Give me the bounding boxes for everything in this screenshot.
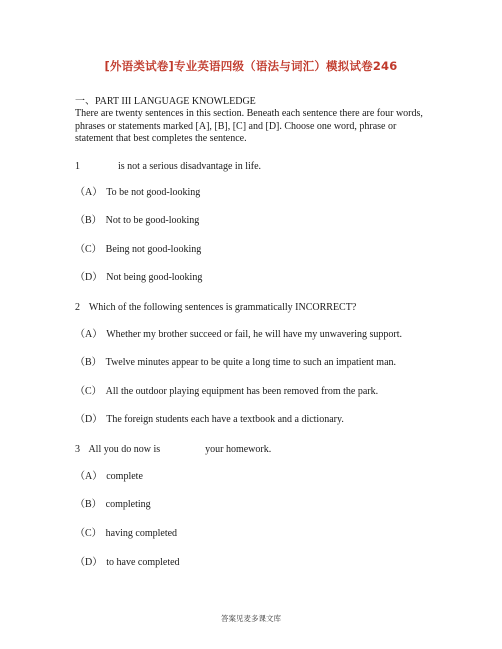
question-3-stem bbox=[75, 443, 271, 456]
option-text: Being not good-looking bbox=[105, 244, 202, 255]
option-text: Not to be good-looking bbox=[105, 215, 200, 226]
option-label: （D） bbox=[75, 557, 103, 568]
question-3-option-b bbox=[75, 498, 151, 511]
option-text: Not being good-looking bbox=[106, 272, 203, 283]
question-2-option-a bbox=[75, 328, 402, 341]
question-number: 3 bbox=[75, 444, 80, 455]
option-text: All the outdoor playing equipment has been removed from the park. bbox=[105, 386, 379, 397]
option-label: （D） bbox=[75, 272, 103, 283]
option-label: （B） bbox=[75, 499, 102, 510]
option-label: （C） bbox=[75, 528, 102, 539]
option-text: completing bbox=[105, 499, 151, 510]
option-text: The foreign students each have a textbook and a dictionary. bbox=[106, 414, 344, 425]
question-3-option-d bbox=[75, 556, 180, 569]
question-1-option-b bbox=[75, 214, 199, 227]
question-text-after: your homework. bbox=[205, 444, 272, 455]
option-text: complete bbox=[106, 471, 143, 482]
question-2-option-b bbox=[75, 356, 396, 369]
question-text: Which of the following sentences is grammatically INCORRECT? bbox=[88, 302, 357, 313]
option-label: （C） bbox=[75, 386, 102, 397]
question-1-option-d bbox=[75, 271, 202, 284]
question-2-option-d bbox=[75, 413, 344, 426]
question-1-option-c bbox=[75, 243, 201, 256]
option-label: （A） bbox=[75, 329, 103, 340]
question-2-stem bbox=[75, 301, 356, 314]
question-2-option-c bbox=[75, 385, 378, 398]
document-title: [外语类试卷]专业英语四级（语法与词汇）模拟试卷246 bbox=[104, 59, 398, 73]
section-heading: 一、PART III LANGUAGE KNOWLEDGE bbox=[75, 96, 256, 107]
option-label: （A） bbox=[75, 187, 103, 198]
option-text: To be not good-looking bbox=[106, 187, 201, 198]
option-label: （C） bbox=[75, 244, 102, 255]
option-label: （B） bbox=[75, 215, 102, 226]
section-instructions: There are twenty sentences in this section. Beneath each sentence there are four words, phrases or statements marked [A], [B], [C] and [D]. Choose one word, phrase or statement that best completes the sentence. bbox=[75, 108, 423, 144]
option-label: （A） bbox=[75, 471, 103, 482]
question-text-before: All you do now is bbox=[88, 444, 161, 455]
option-label: （B） bbox=[75, 357, 102, 368]
option-text: Twelve minutes appear to be quite a long time to such an impatient man. bbox=[105, 357, 397, 368]
question-1-stem bbox=[75, 160, 261, 173]
option-text: to have completed bbox=[106, 557, 180, 568]
question-number: 1 bbox=[75, 161, 80, 172]
question-number: 2 bbox=[75, 302, 80, 313]
option-label: （D） bbox=[75, 414, 103, 425]
question-3-option-a bbox=[75, 470, 143, 483]
option-text: Whether my brother succeed or fail, he will have my unwavering support. bbox=[106, 329, 402, 340]
question-1-option-a bbox=[75, 186, 200, 199]
option-text: having completed bbox=[105, 528, 178, 539]
page-footer: 答案见麦多课文库 bbox=[221, 614, 281, 623]
question-3-option-c bbox=[75, 527, 177, 540]
question-text: is not a serious disadvantage in life. bbox=[118, 161, 262, 172]
